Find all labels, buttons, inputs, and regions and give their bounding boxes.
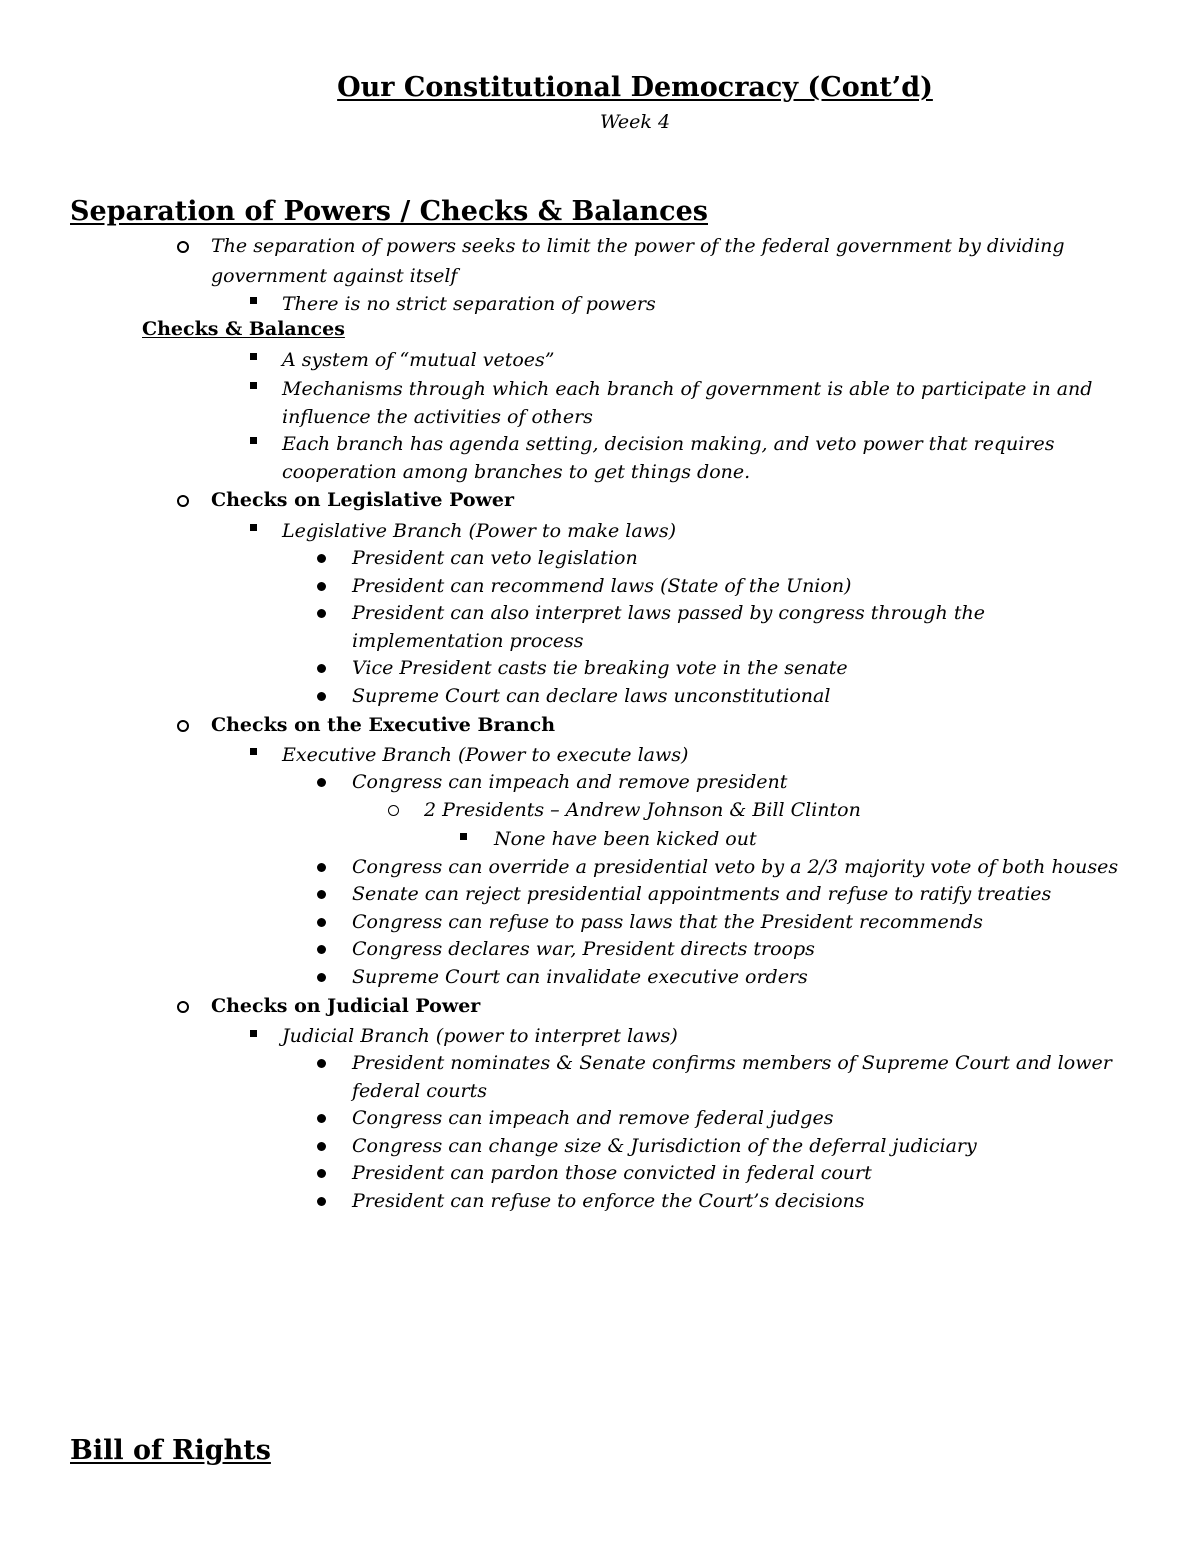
circle-bullet-icon <box>388 805 399 816</box>
list-item-text: Supreme Court can invalidate executive orders <box>352 966 808 988</box>
list-item-text-continued: cooperation among branches to get things done. <box>282 461 751 483</box>
list-item-text: President can refuse to enforce the Court’s decisions <box>352 1190 865 1212</box>
list-item-text: 2 Presidents – Andrew Johnson & Bill Clinton <box>424 799 861 821</box>
dot-bullet-icon <box>317 1114 326 1123</box>
list-item-text: Mechanisms through which each branch of government is able to participate in and <box>282 378 1093 400</box>
list-item-text: Congress can impeach and remove federal judges <box>352 1107 834 1129</box>
list-item-text: Congress can refuse to pass laws that the President recommends <box>352 911 983 933</box>
circle-bullet-icon <box>177 495 189 507</box>
list-item-text: President can pardon those convicted in federal court <box>352 1162 872 1184</box>
square-bullet-icon <box>250 748 257 755</box>
list-item-text: President can recommend laws (State of the Union) <box>352 575 852 597</box>
dot-bullet-icon <box>317 1197 326 1206</box>
dot-bullet-icon <box>317 1169 326 1178</box>
subheading-judicial: Checks on Judicial Power <box>211 995 481 1017</box>
circle-bullet-icon <box>177 241 189 253</box>
list-item-text: Congress can override a presidential veto by a 2/3 majority vote of both houses <box>352 856 1119 878</box>
list-item-text: A system of “mutual vetoes” <box>282 349 555 371</box>
list-item-text: Congress declares war, President directs troops <box>352 938 815 960</box>
document-subtitle: Week 4 <box>599 111 671 133</box>
dot-bullet-icon <box>317 554 326 563</box>
dot-bullet-icon <box>317 863 326 872</box>
section-heading-bill-of-rights: Bill of Rights <box>70 1435 271 1466</box>
list-item-text: None have been kicked out <box>494 828 757 850</box>
list-item-text: Congress can change size & Jurisdiction of the deferral judiciary <box>352 1135 977 1157</box>
list-item-text-continued: influence the activities of others <box>282 406 593 428</box>
list-item-text: Senate can reject presidential appointments and refuse to ratify treaties <box>352 883 1052 905</box>
list-item-text-continued: implementation process <box>352 630 584 652</box>
list-item-text-continued: government against itself <box>211 265 458 287</box>
list-item-text: President nominates & Senate confirms members of Supreme Court and lower <box>352 1052 1112 1074</box>
square-bullet-icon <box>250 1030 257 1037</box>
circle-bullet-icon <box>177 720 189 732</box>
square-bullet-icon <box>460 833 467 840</box>
dot-bullet-icon <box>317 1142 326 1151</box>
square-bullet-icon <box>250 353 257 360</box>
list-item-text: The separation of powers seeks to limit the power of the federal government by dividing <box>211 235 1065 257</box>
dot-bullet-icon <box>317 664 326 673</box>
square-bullet-icon <box>250 297 257 304</box>
list-item-text: Vice President casts tie breaking vote in the senate <box>352 657 848 679</box>
dot-bullet-icon <box>317 1059 326 1068</box>
list-item-text: Each branch has agenda setting, decision making, and veto power that requires <box>282 433 1055 455</box>
document-title: Our Constitutional Democracy (Cont’d) <box>337 72 933 103</box>
dot-bullet-icon <box>317 582 326 591</box>
dot-bullet-icon <box>317 778 326 787</box>
square-bullet-icon <box>250 437 257 444</box>
circle-bullet-icon <box>177 1001 189 1013</box>
section-heading-separation: Separation of Powers / Checks & Balances <box>70 196 708 227</box>
list-item-text: Legislative Branch (Power to make laws) <box>282 520 677 542</box>
subheading-executive: Checks on the Executive Branch <box>211 714 556 736</box>
list-item-text: Congress can impeach and remove president <box>352 771 788 793</box>
list-item-text: Executive Branch (Power to execute laws) <box>282 744 689 766</box>
dot-bullet-icon <box>317 609 326 618</box>
list-item-text: President can also interpret laws passed by congress through the <box>352 602 985 624</box>
subheading-legislative: Checks on Legislative Power <box>211 489 514 511</box>
list-item-text: There is no strict separation of powers <box>282 293 656 315</box>
dot-bullet-icon <box>317 945 326 954</box>
square-bullet-icon <box>250 382 257 389</box>
list-item-text: Judicial Branch (power to interpret laws) <box>282 1025 678 1047</box>
dot-bullet-icon <box>317 890 326 899</box>
dot-bullet-icon <box>317 973 326 982</box>
list-item-text: President can veto legislation <box>352 547 638 569</box>
list-item-text-continued: federal courts <box>352 1080 487 1102</box>
list-item-text: Supreme Court can declare laws unconstitutional <box>352 685 831 707</box>
subheading-checks-balances: Checks & Balances <box>142 318 345 340</box>
square-bullet-icon <box>250 524 257 531</box>
dot-bullet-icon <box>317 918 326 927</box>
dot-bullet-icon <box>317 692 326 701</box>
